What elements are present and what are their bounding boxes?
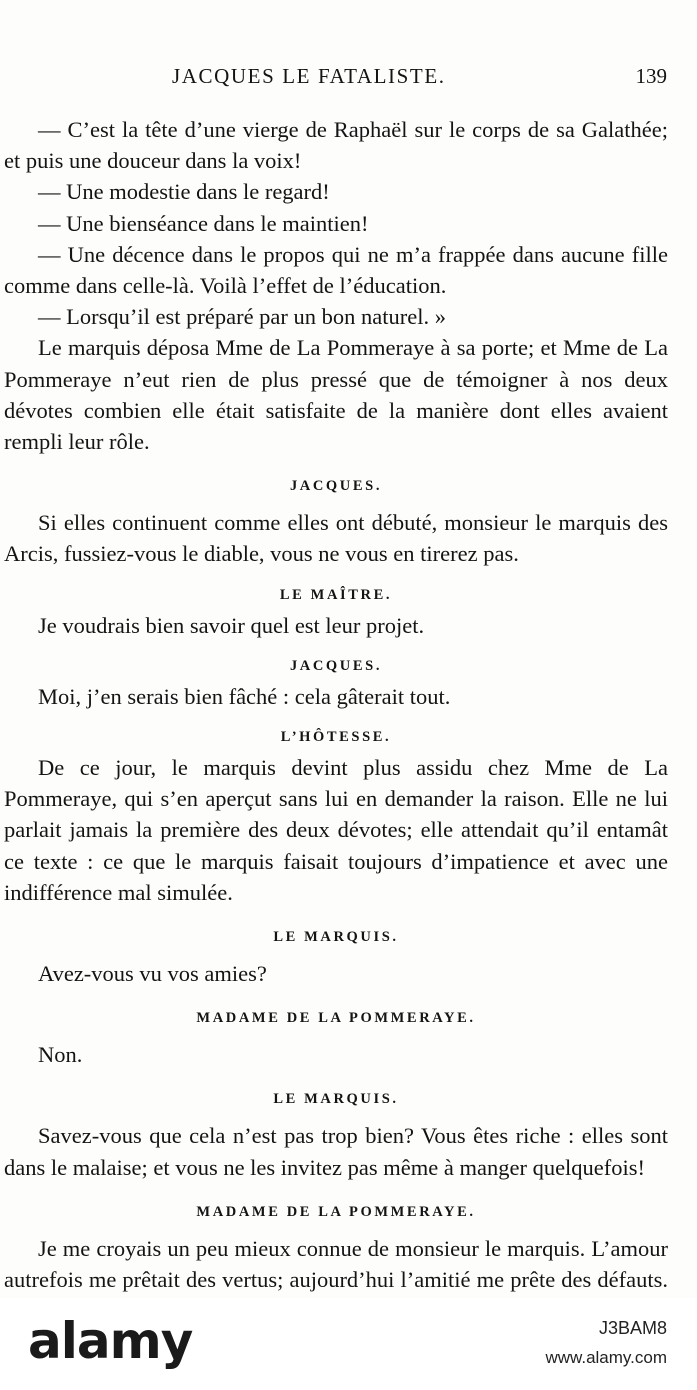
running-title: JACQUES LE FATALISTE. bbox=[172, 64, 446, 88]
paragraph: — C’est la tête d’une vierge de Raphaël sur le corps de sa Galathée; et puis une douceur dans la voix! bbox=[4, 117, 668, 174]
alamy-logo: alamy bbox=[28, 1312, 193, 1370]
speaker-heading: JACQUES. bbox=[289, 478, 383, 495]
paragraph: Savez-vous que cela n’est pas trop bien? Vous êtes riche : elles sont dans le malaise; et vous ne les invitez pas même à manger quelquefois! bbox=[4, 1123, 668, 1180]
speaker-heading: JACQUES. bbox=[289, 657, 383, 674]
speaker-heading: LE MAÎTRE. bbox=[279, 586, 393, 603]
paragraph: — Une décence dans le propos qui ne m’a frappée dans aucune fille comme dans celle-là. Voilà l’effet de l’éducation. bbox=[4, 241, 668, 299]
paragraph: — Lorsqu’il est préparé par un bon naturel. » bbox=[38, 304, 446, 330]
speaker-heading: MADAME DE LA POMMERAYE. bbox=[196, 1203, 476, 1220]
site-url: www.alamy.com bbox=[545, 1348, 667, 1367]
page-number: 139 bbox=[635, 64, 667, 88]
speaker-heading: MADAME DE LA POMMERAYE. bbox=[196, 1010, 476, 1027]
speaker-heading: L’HÔTESSE. bbox=[280, 729, 392, 746]
paragraph: Le marquis déposa Mme de La Pommeraye à sa porte; et Mme de La Pommeraye n’eut rien de plus pressé que de témoigner à nos deux dévotes combien elle était satisfaite de la manière dont elles avaient rempli leur rôle. bbox=[4, 335, 668, 455]
text-body bbox=[4, 114, 668, 1326]
paragraph: Je voudrais bien savoir quel est leur projet. bbox=[38, 612, 425, 638]
running-head bbox=[0, 64, 697, 94]
stock-footer bbox=[0, 1298, 697, 1390]
paragraph: De ce jour, le marquis devint plus assidu chez Mme de La Pommeraye, qui s’en aperçut sans lui en demander la raison. Elle ne lui parlait jamais la première des deux dévotes; elle attendait qu’il entamât ce texte : ce que le marquis faisait toujours d’impatience et avec une indifférence mal simulée. bbox=[4, 755, 668, 905]
paragraph: — Une bienséance dans le maintien! bbox=[38, 210, 369, 236]
paragraph: — Une modestie dans le regard! bbox=[38, 179, 330, 205]
paragraph: Moi, j’en serais bien fâché : cela gâterait tout. bbox=[38, 683, 451, 709]
paragraph: Avez-vous vu vos amies? bbox=[38, 961, 267, 987]
speaker-heading: LE MARQUIS. bbox=[273, 929, 399, 946]
paragraph: Je me croyais un peu mieux connue de monsieur le marquis. L’amour autrefois me prêtait des vertus; aujourd’hui l’amitié me prête des défauts. bbox=[4, 1235, 668, 1293]
image-id: J3BAM8 bbox=[598, 1318, 667, 1338]
paragraph: Non. bbox=[38, 1042, 83, 1068]
speaker-heading: LE MARQUIS. bbox=[273, 1091, 399, 1108]
paragraph: Si elles continuent comme elles ont débuté, monsieur le marquis des Arcis, fussiez-vous le diable, vous ne vous en tirerez pas. bbox=[4, 510, 668, 567]
